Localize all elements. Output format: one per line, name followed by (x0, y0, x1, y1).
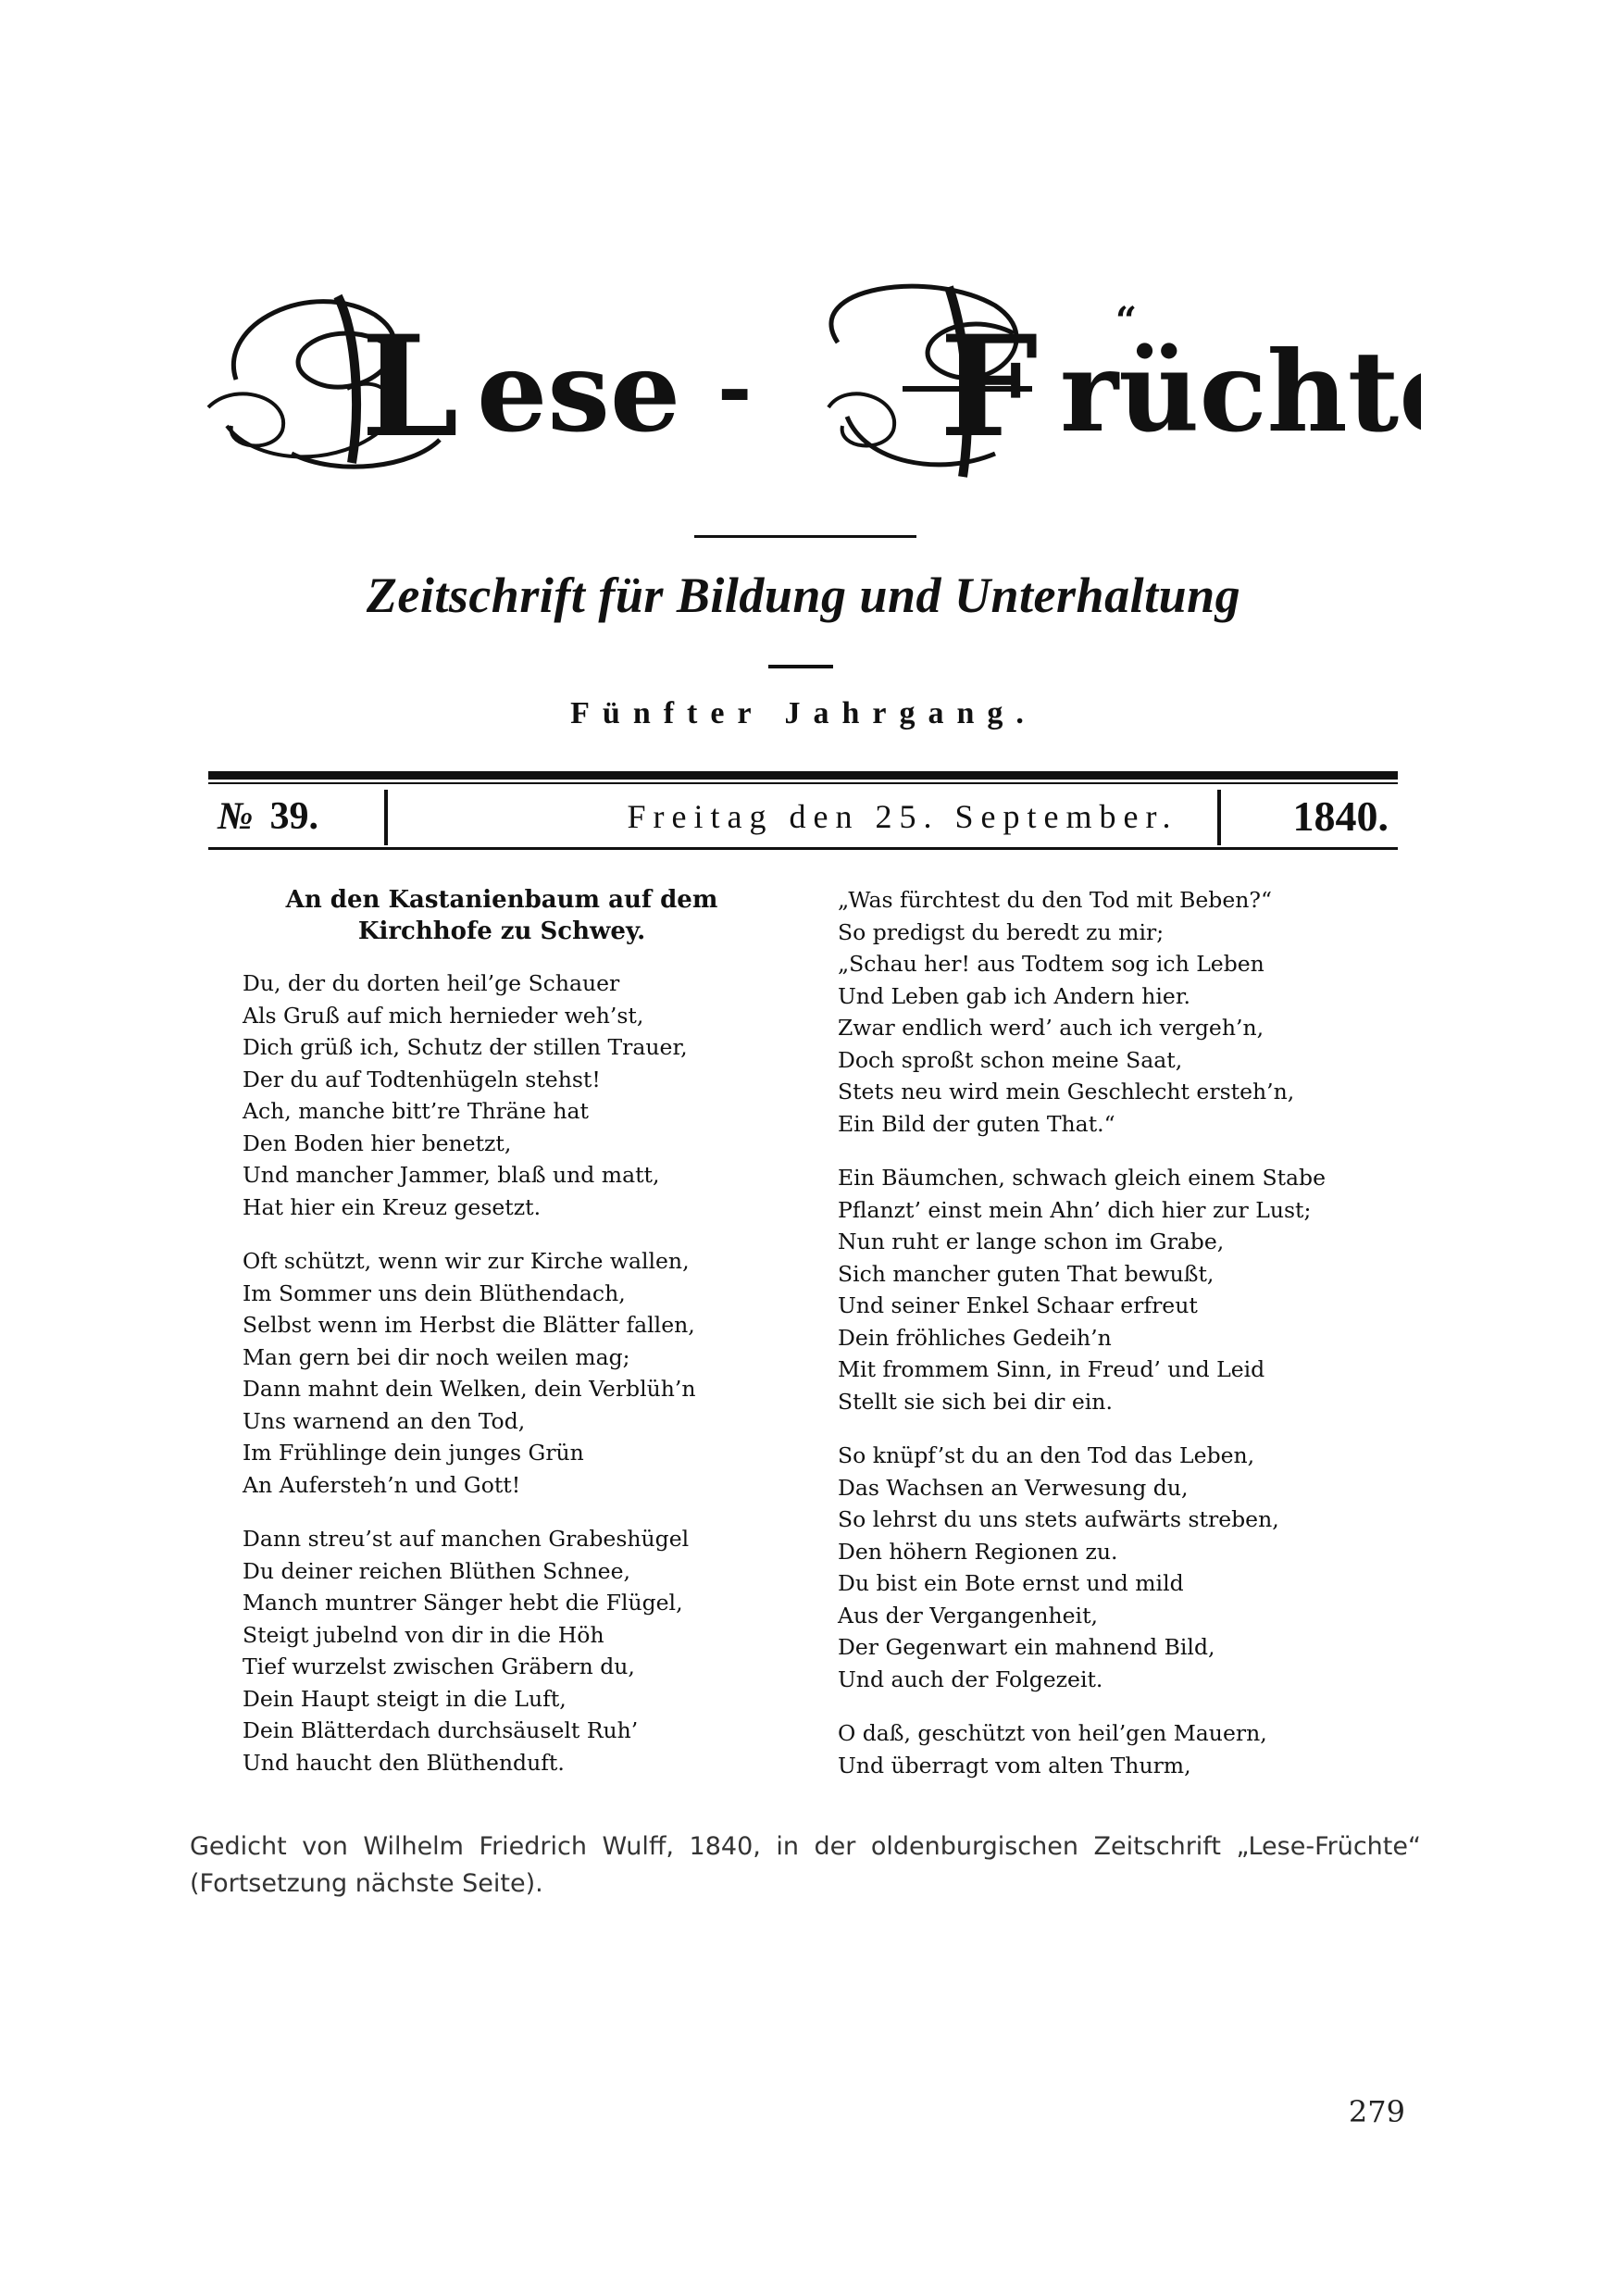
svg-text:rüchte.: rücht (1060, 327, 1400, 457)
poem-line: An Aufersteh’n und Gott! (243, 1471, 521, 1498)
poem-line: Als Gruß auf mich hernieder weh’st, (243, 1002, 644, 1029)
volume-label: Fünfter Jahrgang. (570, 696, 1037, 730)
poem-line: Sich mancher guten That bewußt, (838, 1260, 1215, 1287)
svg-text:F: F (940, 306, 1039, 468)
stanza (838, 1440, 1356, 1695)
poem-line: Dann mahnt dein Welken, dein Verblüh’n (243, 1376, 696, 1402)
poem-line: Aus der Vergangenheit, (838, 1602, 1098, 1628)
poem-line: Stets neu wird mein Geschlecht ersteh’n, (838, 1079, 1295, 1104)
masthead-title-logo (199, 268, 1421, 481)
poem-line: Und haucht den Blüthenduft. (243, 1749, 565, 1776)
poem-line: Und mancher Jammer, blaß und matt, (243, 1162, 660, 1188)
poem-line: Dann streu’st auf manchen Grabeshügel (243, 1526, 690, 1552)
masthead-rule (694, 535, 916, 538)
poem-line: Du, der du dorten heil’ge Schauer (243, 970, 620, 996)
poem-line: Ach, manche bitt’re Thräne hat (243, 1098, 589, 1124)
poem-line: Und seiner Enkel Schaar erfreut (838, 1292, 1198, 1318)
poem-line: Man gern bei dir noch weilen mag; (243, 1343, 630, 1370)
poem-line: Und auch der Folgezeit. (838, 1666, 1103, 1692)
poem-line: Der Gegenwart ein mahnend Bild, (838, 1634, 1215, 1660)
stanza (243, 967, 761, 1223)
poem-line: Und Leben gab ich Andern hier. (838, 982, 1190, 1009)
banner-top-rule-thin (208, 782, 1398, 784)
poem-line: Oft schützt, wenn wir zur Kirche wallen, (243, 1248, 690, 1274)
poem-line: Selbst wenn im Herbst die Blätter fallen, (243, 1312, 695, 1338)
stanza (243, 1245, 761, 1501)
poem-line: „Schau her! aus Todtem sog ich Leben (838, 951, 1264, 977)
svg-text:ese: ese (477, 327, 681, 457)
left-stanzas (243, 967, 761, 1778)
banner-bottom-rule (208, 847, 1398, 850)
poem-line: Das Wachsen an Verwesung du, (838, 1474, 1189, 1501)
poem-line: Dein fröhliches Gedeih’n (838, 1324, 1112, 1351)
subtitle-rule (768, 665, 833, 668)
poem-line: Doch sproßt schon meine Saat, (838, 1046, 1183, 1073)
poem-line: Den Boden hier benetzt, (243, 1129, 512, 1156)
issue-number-prefix: № (218, 795, 254, 838)
poem-line: Du bist ein Bote ernst und mild (838, 1570, 1184, 1596)
poem-line: Du deiner reichen Blüthen Schnee, (243, 1557, 630, 1584)
poem-line: Tief wurzelst zwischen Gräbern du, (243, 1653, 635, 1679)
issue-number-value: 39. (269, 795, 318, 838)
poem-line: Den höhern Regionen zu. (838, 1538, 1118, 1565)
stanza (243, 1523, 761, 1778)
banner-divider-right (1217, 790, 1221, 845)
right-stanzas (838, 884, 1356, 1781)
svg-text:“: “ (1115, 299, 1138, 343)
poem-line: Ein Bild der guten That.“ (838, 1110, 1115, 1137)
poem-line: Pflanzt’ einst mein Ahn’ dich hier zur Lust; (838, 1196, 1312, 1223)
issue-number (218, 790, 318, 843)
poem-line: So lehrst du uns stets aufwärts streben, (838, 1506, 1279, 1532)
poem-title: An den Kastanienbaum auf dem Kirchhofe zu Schwey. (285, 886, 718, 945)
svg-text:L: L (361, 306, 459, 468)
stanza (838, 1717, 1356, 1781)
poem-line: Zwar endlich werd’ auch ich vergeh’n, (838, 1015, 1264, 1041)
issue-date: Freitag den 25. September. (627, 798, 1178, 835)
banner-divider-left (384, 790, 388, 845)
poem-line: O daß, geschützt von heil’gen Mauern, (838, 1720, 1267, 1746)
poem-line: Ein Bäumchen, schwach gleich einem Stabe (838, 1165, 1326, 1191)
poem-line: Uns warnend an den Tod, (243, 1407, 526, 1434)
poem-line: Manch muntrer Sänger hebt die Flügel, (243, 1590, 683, 1616)
poem-line: Nun ruht er lange schon im Grabe, (838, 1229, 1225, 1254)
poem-line: Stellt sie sich bei dir ein. (838, 1388, 1113, 1415)
poem-line: Mit frommem Sinn, in Freud’ und Leid (838, 1356, 1265, 1382)
stanza (838, 884, 1356, 1140)
poem-column-right (838, 884, 1356, 1803)
poem-line: Hat hier ein Kreuz gesetzt. (243, 1193, 542, 1220)
poem-line: Und überragt vom alten Thurm, (838, 1752, 1191, 1778)
poem-line: Dein Blätterdach durchsäuselt Ruh’ (243, 1717, 639, 1743)
figure-caption: Gedicht von Wilhelm Friedrich Wulff, 1840, in der oldenburgischen Zeitschrift „Lese-Früchte“ (Fortsetzung nächste Seite). (190, 1832, 1421, 1898)
issue-banner (208, 771, 1398, 850)
page-number: 279 (1348, 2094, 1405, 2129)
poem-line: Der du auf Todtenhügeln stehst! (243, 1066, 601, 1092)
masthead-subtitle: Zeitschrift für Bildung und Unterhaltung (366, 568, 1241, 623)
poem-column-left (243, 884, 761, 1801)
poem-line: „Was fürchtest du den Tod mit Beben?“ (838, 887, 1272, 913)
stanza (838, 1162, 1356, 1417)
banner-top-rule (208, 771, 1398, 780)
poem-line: Im Sommer uns dein Blüthendach, (243, 1279, 626, 1306)
poem-line: Im Frühlinge dein junges Grün (243, 1440, 584, 1466)
poem-line: Steigt jubelnd von dir in die Höh (243, 1621, 604, 1648)
poem-line: So knüpf’st du an den Tod das Leben, (838, 1442, 1255, 1468)
svg-text:-: - (717, 339, 753, 437)
issue-year: 1840. (1292, 792, 1389, 840)
poem-line: Dich grüß ich, Schutz der stillen Trauer, (243, 1034, 688, 1060)
poem-line: So predigst du beredt zu mir; (838, 918, 1165, 945)
poem-line: Dein Haupt steigt in die Luft, (243, 1685, 567, 1712)
